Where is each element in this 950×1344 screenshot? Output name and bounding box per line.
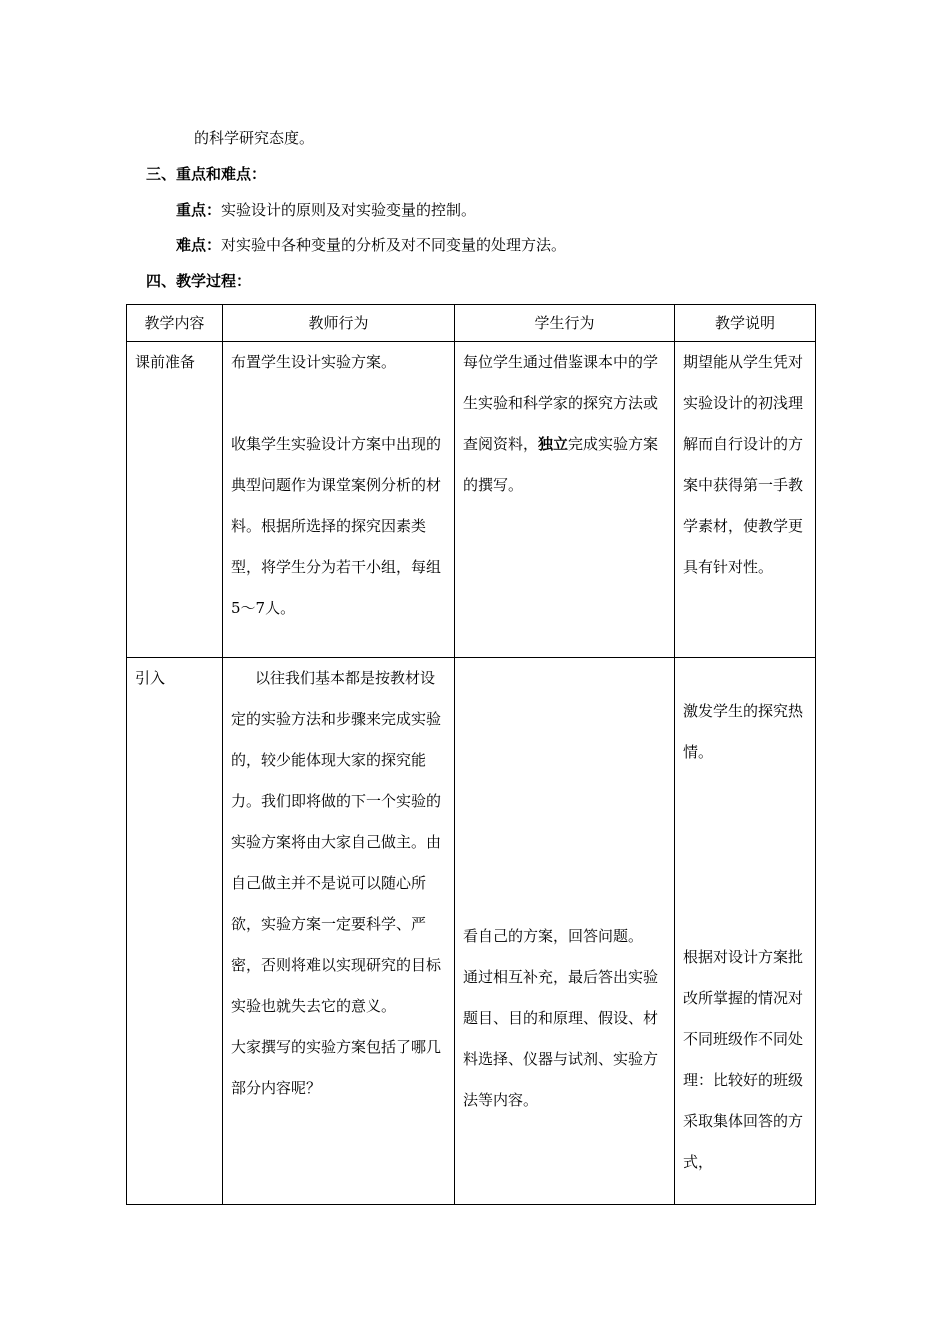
row1-student-cell — [455, 342, 675, 658]
section3-heading: 三、重点和难点： — [146, 165, 267, 183]
difficulty-label: 难点： — [176, 236, 222, 254]
row2-content: 引入 — [135, 669, 166, 687]
row2-teacher-cell — [223, 658, 455, 1205]
section4-heading: 四、教学过程： — [146, 272, 252, 290]
row2-teacher-1: 以往我们基本都是按教材设定的实验方法和步骤来完成实验的，较少能体现大家的探究能力。我们即将做的下一个实验的实验方案将由大家自己做主。由自己做主并不是说可以随心所欲，实验方案一定要科学、严密，否则将难以实现研究的目标实验也就失去它的意义。 — [231, 669, 442, 1015]
key-point-line — [176, 200, 476, 220]
row1-student-before: 每位学生通过借鉴课本中的学生实验和科学家的探究方法或查阅资料， — [463, 353, 659, 453]
difficulty-text: 对实验中各种变量的分析及对不同变量的处理方法。 — [221, 236, 567, 254]
table-row — [127, 342, 816, 658]
row2-student-cell — [455, 658, 675, 1205]
row2-student-2: 通过相互补充，最后答出实验题目、目的和原理、假设、材料选择、仪器与试剂、实验方法等内容。 — [463, 968, 659, 1109]
row1-note: 期望能从学生凭对实验设计的初浅理解而自行设计的方案中获得第一手教学素材，使教学更具有针对性。 — [683, 353, 804, 576]
row1-content: 课前准备 — [135, 353, 196, 371]
row1-content-cell — [127, 342, 223, 658]
row2-student-1: 看自己的方案，回答问题。 — [463, 927, 644, 945]
row1-student-after: 完成实验方案的撰写。 — [463, 435, 659, 494]
table-row — [127, 658, 816, 1205]
key-point-text: 实验设计的原则及对实验变量的控制。 — [221, 201, 477, 219]
row1-teacher-cell — [223, 342, 455, 658]
table-header-row — [127, 305, 816, 342]
row1-student-bold: 独立 — [538, 435, 569, 453]
row2-note-cell — [675, 658, 816, 1205]
row2-note-1: 激发学生的探究热情。 — [683, 702, 804, 761]
header-content: 教学内容 — [127, 305, 223, 342]
row1-teacher-2: 收集学生实验设计方案中出现的典型问题作为课堂案例分析的材料。根据所选择的探究因素类型，将学生分为若干小组，每组5～7人。 — [231, 435, 442, 617]
row2-content-cell — [127, 658, 223, 1205]
row1-student — [463, 342, 666, 506]
difficulty-line — [176, 235, 566, 255]
teaching-process-table — [126, 304, 816, 1205]
header-teacher: 教师行为 — [223, 305, 455, 342]
row2-note-2: 根据对设计方案批改所掌握的情况对不同班级作不同处理：比较好的班级采取集体回答的方式， — [683, 948, 804, 1171]
intro-line: 的科学研究态度。 — [194, 129, 315, 147]
row2-teacher-2: 大家撰写的实验方案包括了哪几部分内容呢？ — [231, 1038, 442, 1097]
row1-note-cell — [675, 342, 816, 658]
header-note: 教学说明 — [675, 305, 816, 342]
row1-teacher-1: 布置学生设计实验方案。 — [231, 353, 397, 371]
header-student: 学生行为 — [455, 305, 675, 342]
key-point-label: 重点： — [176, 201, 222, 219]
